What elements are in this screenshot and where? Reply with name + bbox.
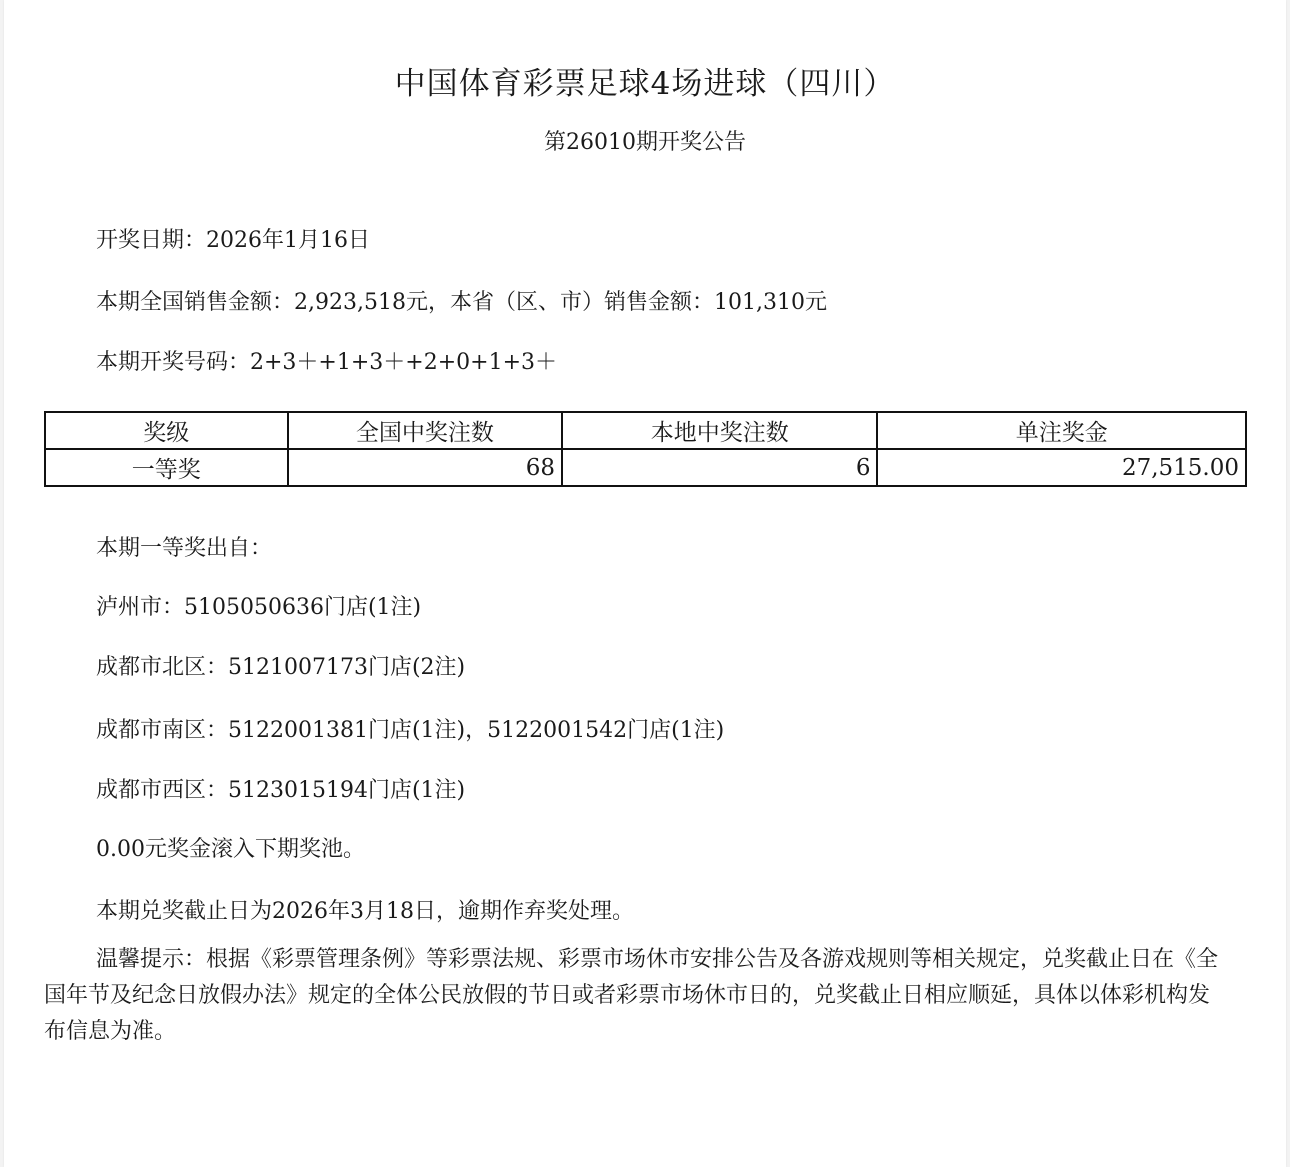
winner-line: 成都市南区：5122001381门店(1注)，5122001542门店(1注) [96,718,725,743]
column-header-prize-amount: 单注奖金 [877,412,1246,449]
national-count-cell: 68 [288,449,563,486]
table-header-row [45,412,1246,449]
reminder-paragraph: 温馨提示：根据《彩票管理条例》等彩票法规、彩票市场休市安排公告及各游戏规则等相关规定，兑奖截止日在《全国年节及纪念日放假办法》规定的全体公民放假的节日或者彩票市场休市日的，兑奖截止日相应顺延，具体以体彩机构发布信息为准。 [44,947,1219,1044]
prize-table [44,411,1247,487]
page-title: 中国体育彩票足球4场进球（四川） [394,66,896,102]
draw-date: 开奖日期：2026年1月16日 [96,228,370,253]
prize-amount-cell: 27,515.00 [877,449,1246,486]
sales-amount: 本期全国销售金额：2,923,518元，本省（区、市）销售金额：101,310元 [96,290,827,315]
table-row [45,449,1246,486]
winners-intro: 本期一等奖出自： [96,536,273,561]
prize-level-cell: 一等奖 [45,449,288,486]
winning-numbers: 本期开奖号码：2+3＋+1+3＋+2+0+1+3＋ [96,350,558,375]
local-count-cell: 6 [562,449,877,486]
deadline-note: 本期兑奖截止日为2026年3月18日，逾期作弃奖处理。 [96,899,634,924]
announcement-page [4,0,1286,1167]
page-subtitle: 第26010期开奖公告 [544,130,746,155]
winner-line: 泸州市：5105050636门店(1注) [96,595,422,620]
column-header-local-count: 本地中奖注数 [562,412,877,449]
column-header-level: 奖级 [45,412,288,449]
rollover-note: 0.00元奖金滚入下期奖池。 [96,837,365,862]
winner-line: 成都市北区：5121007173门店(2注) [96,655,466,680]
winner-line: 成都市西区：5123015194门店(1注) [96,778,466,803]
column-header-national-count: 全国中奖注数 [288,412,563,449]
